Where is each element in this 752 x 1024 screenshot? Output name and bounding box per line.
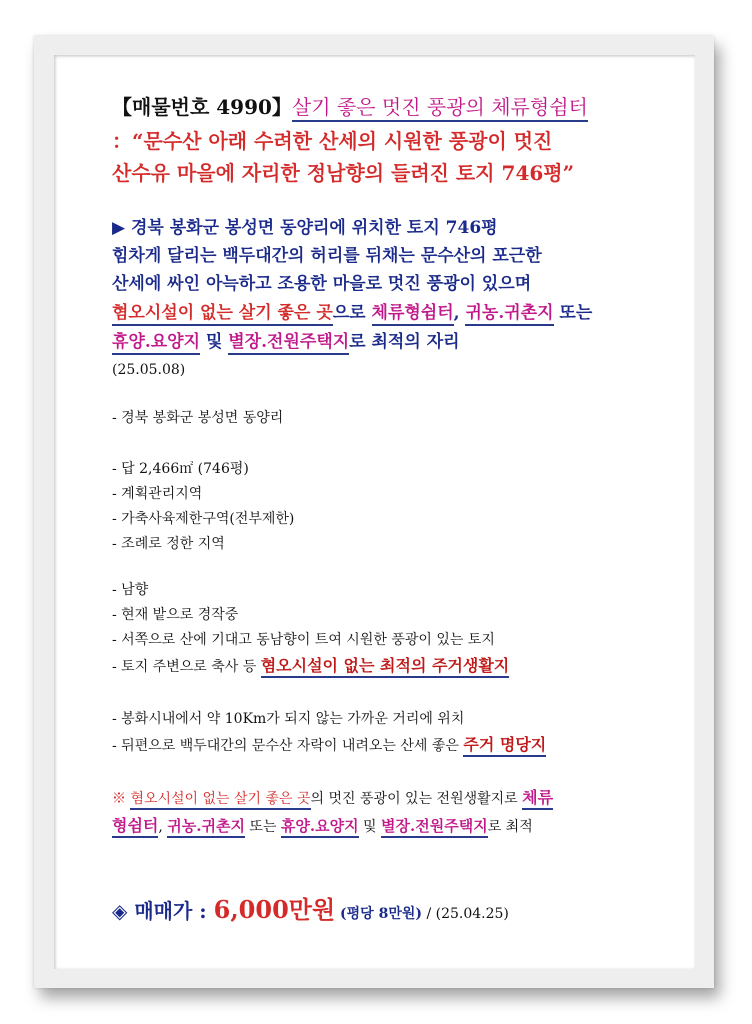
note-highlight-2: 체류 (522, 788, 553, 810)
note-highlight-3: 형쉼터 (112, 816, 158, 838)
listing-number: 【매물번호 4990】 (112, 95, 292, 119)
intro-line-1: ▶ 경북 봉화군 봉성면 동양리에 위치한 토지 746평 (112, 218, 498, 238)
note-line-2 (112, 818, 533, 834)
price-line (112, 895, 509, 924)
detail-mountain (112, 737, 546, 753)
detail-location: - 경북 봉화군 봉성면 동양리 (112, 410, 284, 426)
intro-text: 로 최적의 자리 (349, 332, 460, 352)
note-highlight-6: 별장.전원주택지 (381, 817, 488, 838)
detail-restriction: - 가축사육제한구역(전부제한) (112, 511, 295, 527)
prime-site-highlight: 주거 명당지 (463, 735, 546, 757)
note-text: 의 멋진 풍광이 있는 전원생활지로 (310, 791, 523, 807)
listing-headline: 살기 좋은 멋진 풍광의 체류형쉼터 (292, 95, 588, 122)
note-highlight-1: 혐오시설이 없는 살기 좋은 곳 (130, 791, 310, 810)
detail-facing: - 남향 (112, 582, 149, 598)
note-highlight-4: 귀농.귀촌지 (167, 817, 245, 838)
note-text: 로 최적 (487, 819, 533, 835)
return-farm-highlight: 귀농.귀촌지 (465, 303, 553, 326)
price-per-pyeong: (평당 8만원) (335, 906, 422, 922)
living-highlight: 혐오시설이 없는 최적의 주거생활지 (261, 656, 510, 678)
stay-shelter-highlight: 체류형쉼터 (372, 303, 454, 326)
detail-ordinance: - 조례로 정한 지역 (112, 536, 225, 552)
intro-line-2: 힘차게 달리는 백두대간의 허리를 뒤채는 문수산의 포근한 (112, 246, 542, 266)
intro-text: 및 (200, 332, 229, 352)
intro-line-3: 산세에 싸인 아늑하고 조용한 마을로 멋진 풍광이 있으며 (112, 274, 532, 294)
intro-text: 으로 (332, 303, 372, 323)
listing-quote-2: 산수유 마을에 자리한 정남향의 들려진 토지 746평” (112, 161, 575, 185)
intro-date: (25.05.08) (112, 362, 186, 378)
note-mark: ※ (112, 791, 131, 807)
price-label: ◈ 매매가 : (112, 899, 214, 923)
note-line-1 (112, 790, 553, 806)
detail-text: - 토지 주변으로 축사 등 (112, 659, 261, 675)
intro-line-4 (112, 305, 592, 322)
detail-text: - 뒤편으로 백두대간의 문수산 자락이 내려오는 산세 좋은 (112, 738, 464, 754)
intro-text: , (453, 303, 466, 323)
price-amount: 6,000만원 (213, 895, 336, 924)
intro-text: 또는 (553, 303, 593, 323)
no-nuisance-highlight: 혐오시설이 없는 살기 좋은 곳 (112, 303, 333, 326)
listing-quote-1: ：“문수산 아래 수려한 산세의 시원한 풍광이 멋진 (112, 129, 553, 153)
listing-title (112, 97, 588, 117)
intro-line-5 (112, 334, 460, 351)
resort-highlight: 휴양.요양지 (112, 332, 200, 355)
note-text: 또는 (244, 819, 281, 835)
detail-view: - 서쪽으로 산에 기대고 동남향이 트여 시원한 풍광이 있는 토지 (112, 632, 495, 648)
note-text: 및 (358, 819, 382, 835)
detail-current-use: - 현재 밭으로 경작중 (112, 607, 239, 623)
price-date: / (25.04.25) (422, 906, 509, 922)
detail-distance: - 봉화시내에서 약 10Km가 되지 않는 가까운 거리에 위치 (112, 711, 465, 727)
note-highlight-5: 휴양.요양지 (281, 817, 359, 838)
detail-environment (112, 658, 509, 674)
detail-area: - 답 2,466㎡ (746평) (112, 461, 249, 477)
note-text: , (158, 819, 168, 835)
villa-highlight: 별장.전원주택지 (228, 332, 349, 355)
detail-zoning: - 계획관리지역 (112, 486, 203, 502)
